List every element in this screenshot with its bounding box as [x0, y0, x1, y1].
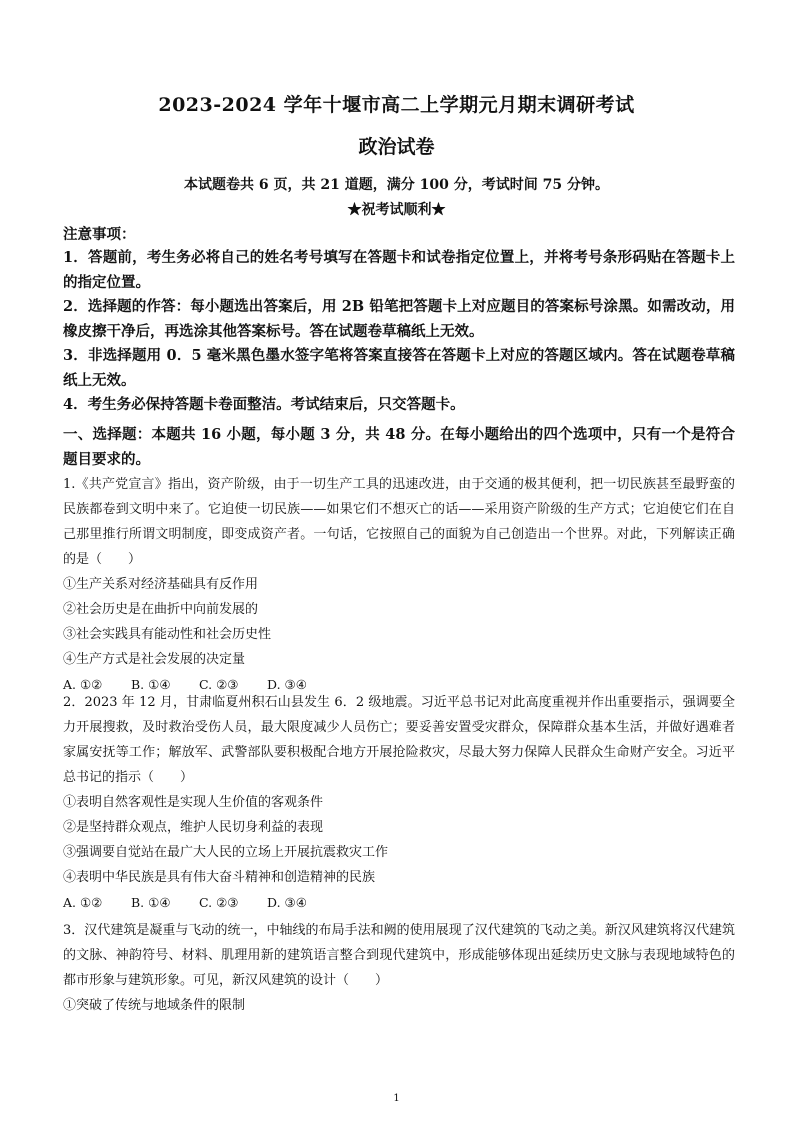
notes-list	[63, 246, 735, 418]
choice-a: A. ①②	[63, 677, 103, 692]
choice-c: C. ②③	[199, 677, 239, 692]
choice-c: C. ②③	[199, 895, 239, 910]
question-stem: 1.《共产党宣言》指出，资产阶级，由于一切生产工具的迅速改进，由于交通的极其便利，把一切民族甚至最野蛮的民族都卷到文明中来了。它迫使一切民族——如果它们不想灭亡的话——采用资产阶级的生产方式；它迫使它们在自己那里推行所谓文明制度，即变成资产者。一句话，它按照自己的面貌为自己创造出一个世界。对此，下列解读正确的是（ ）	[63, 477, 735, 567]
option-3: ③社会实践具有能动性和社会历史性	[63, 627, 272, 642]
option-4: ④表明中华民族是具有伟大奋斗精神和创造精神的民族	[63, 870, 376, 885]
option-1: ①突破了传统与地域条件的限制	[63, 998, 246, 1013]
option-4: ④生产方式是社会发展的决定量	[63, 652, 246, 667]
choice-d: D. ③④	[267, 895, 307, 910]
option-1: ①生产关系对经济基础具有反作用	[63, 577, 259, 592]
note-item: 2．选择题的作答：每小题选出答案后，用 2B 铅笔把答题卡上对应题目的答案标号涂黑。如需改动，用橡皮擦干净后，再选涂其他答案标号。答在试题卷草稿纸上无效。	[63, 298, 735, 340]
option-2: ②是坚持群众观点，维护人民切身利益的表现	[63, 820, 324, 835]
choice-b: B. ①④	[131, 677, 171, 692]
notes-heading: 注意事项：	[63, 226, 136, 243]
choice-b: B. ①④	[131, 895, 171, 910]
option-3: ③强调要自觉站在最广大人民的立场上开展抗震救灾工作	[63, 845, 389, 860]
exam-wish: ★祝考试顺利★	[347, 202, 446, 218]
page-number: 1	[393, 1093, 400, 1104]
exam-title: 2023-2024 学年十堰市高二上学期元月期末调研考试	[158, 94, 635, 116]
note-item: 4．考生务必保持答题卡卷面整洁。考试结束后，只交答题卡。	[63, 396, 465, 413]
question-1	[63, 472, 735, 697]
choice-d: D. ③④	[267, 677, 307, 692]
note-item: 3．非选择题用 0．5 毫米黑色墨水签字笔将答案直接答在答题卡上对应的答题区域内。答在试题卷草稿纸上无效。	[63, 347, 735, 389]
choice-a: A. ①②	[63, 895, 103, 910]
exam-info: 本试题卷共 6 页，共 21 道题，满分 100 分，考试时间 75 分钟。	[184, 177, 609, 193]
exam-subtitle: 政治试卷	[358, 136, 435, 158]
note-item: 1．答题前，考生务必将自己的姓名考号填写在答题卡和试卷指定位置上，并将考号条形码贴在答题卡上的指定位置。	[63, 249, 735, 291]
question-2	[63, 690, 735, 915]
answer-choices	[63, 890, 735, 915]
option-1: ①表明自然客观性是实现人生价值的客观条件	[63, 795, 324, 810]
option-2: ②社会历史是在曲折中向前发展的	[63, 602, 259, 617]
section-heading: 一、选择题：本题共 16 小题，每小题 3 分，共 48 分。在每小题给出的四个选项中，只有一个是符合题目要求的。	[63, 426, 735, 468]
question-stem: 3．汉代建筑是凝重与飞动的统一，中轴线的布局手法和阙的使用展现了汉代建筑的飞动之美。新汉风建筑将汉代建筑的文脉、神韵符号、材料、肌理用新的建筑语言整合到现代建筑中，形成能够体现出延续历史文脉与表现地域特色的都市形象与建筑形象。可见，新汉风建筑的设计（ ）	[63, 923, 735, 988]
question-stem: 2．2023 年 12 月，甘肃临夏州积石山县发生 6．2 级地震。习近平总书记对此高度重视并作出重要指示，强调要全力开展搜救，及时救治受伤人员，最大限度减少人员伤亡；要妥善安置受灾群众，保障群众基本生活，并做好遇难者家属安抚等工作；解放军、武警部队要积极配合地方开展抢险救灾，尽最大努力保障人民群众生命财产安全。习近平总书记的指示（ ）	[63, 695, 735, 785]
question-3	[63, 918, 735, 1018]
